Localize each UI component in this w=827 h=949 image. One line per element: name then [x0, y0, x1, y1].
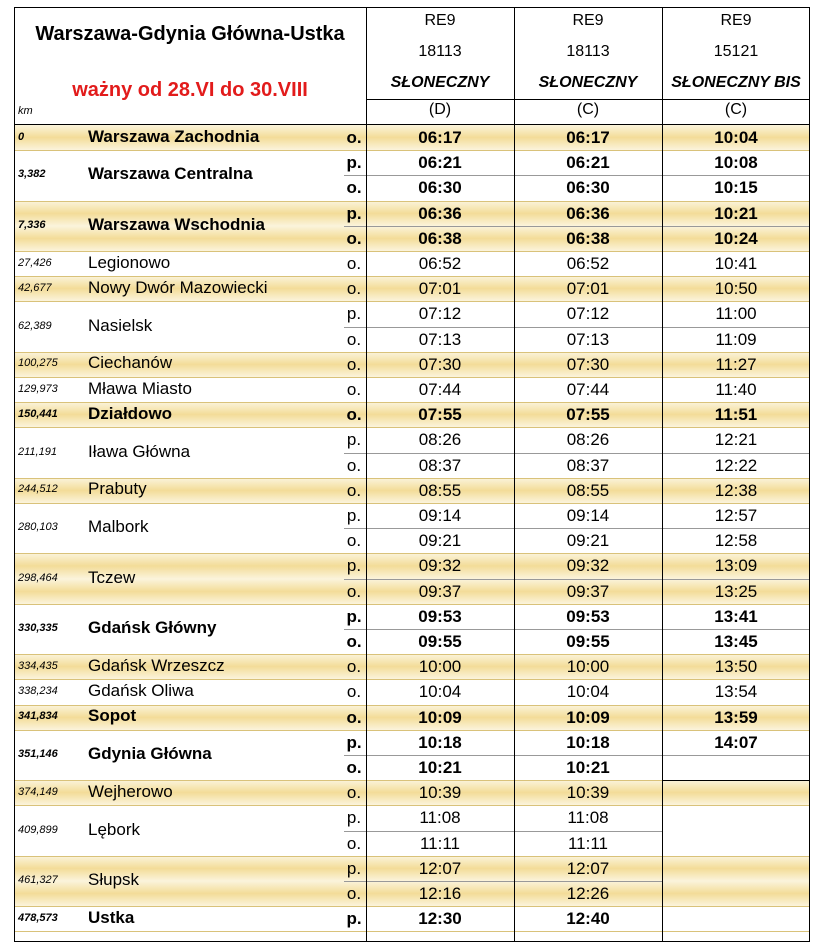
train-variant: (C)	[576, 101, 600, 118]
station-name: Lębork	[88, 819, 140, 839]
stop-type: o.	[346, 178, 362, 198]
station-name: Słupsk	[88, 870, 140, 889]
station-name: Gdańsk Wrzeszcz	[88, 655, 225, 675]
train-number: 15121	[713, 43, 759, 60]
station-km: 338,234	[18, 685, 58, 697]
departure-time: 07:01	[418, 279, 462, 299]
departure-time: 07:30	[566, 354, 610, 374]
station-name: Mława Miasto	[88, 378, 192, 398]
departure-time: 12:07	[418, 858, 462, 878]
departure-time: 13:45	[714, 632, 758, 651]
departure-time: 13:25	[714, 581, 758, 601]
station-name: Legionowo	[88, 252, 171, 272]
train-number: 18113	[566, 43, 610, 60]
station-km: 244,512	[18, 483, 58, 496]
station-name: Malbork	[88, 517, 149, 537]
departure-time: 07:13	[566, 329, 610, 349]
departure-time: 11:08	[567, 808, 609, 828]
stop-type: o.	[346, 329, 362, 349]
departure-time: 09:21	[418, 531, 462, 551]
stop-type: p.	[346, 556, 362, 576]
stop-type: o.	[346, 128, 362, 147]
table-frame	[14, 7, 810, 942]
departure-time: 06:38	[418, 228, 462, 248]
departure-time: 07:55	[418, 405, 462, 425]
stop-type: p.	[346, 203, 362, 223]
departure-time: 06:52	[418, 254, 462, 273]
departure-time: 10:21	[418, 758, 462, 777]
departure-time: 09:32	[566, 556, 610, 576]
departure-time: 12:16	[418, 884, 462, 903]
station-km: 374,149	[18, 785, 58, 798]
train-name: SŁONECZNY	[390, 74, 490, 91]
departure-time: 12:07	[566, 858, 610, 878]
departure-time: 10:09	[566, 707, 610, 727]
stop-type: o.	[346, 682, 362, 702]
stop-type: p.	[346, 808, 362, 828]
departure-time: 09:53	[566, 606, 610, 626]
departure-time: 13:09	[714, 556, 758, 576]
station-km: 3,382	[18, 168, 46, 181]
departure-time: 08:55	[566, 480, 610, 500]
stop-type: p.	[346, 304, 362, 324]
departure-time: 13:41	[714, 606, 758, 626]
station-km: 334,435	[18, 659, 58, 672]
departure-time: 10:21	[714, 203, 758, 223]
validity-note: ważny od 28.VI do 30.VIII	[72, 79, 308, 101]
departure-time: 11:09	[715, 329, 757, 349]
departure-time: 06:21	[418, 153, 462, 173]
departure-time: 06:38	[566, 228, 610, 248]
departure-time: 06:36	[566, 203, 610, 223]
departure-time: 07:30	[418, 354, 462, 374]
departure-time: 11:08	[419, 808, 461, 828]
station-km: 330,335	[18, 622, 58, 634]
departure-time: 07:01	[566, 279, 610, 299]
station-name: Nasielsk	[88, 315, 153, 335]
departure-time: 06:52	[566, 254, 610, 273]
departure-time: 13:59	[714, 707, 758, 727]
stop-type: o.	[346, 707, 362, 727]
departure-time: 14:07	[714, 732, 758, 752]
departure-time: 11:11	[567, 833, 609, 853]
train-variant: (D)	[428, 101, 452, 118]
stop-type: o.	[346, 279, 362, 299]
departure-time: 08:37	[566, 455, 610, 475]
departure-time: 10:09	[418, 707, 462, 727]
station-name: Sopot	[88, 706, 137, 726]
train-number: 18113	[418, 43, 462, 60]
departure-time: 06:17	[418, 128, 462, 147]
station-name: Gdynia Główna	[88, 744, 212, 763]
station-km: 280,103	[18, 521, 58, 534]
station-name: Tczew	[88, 567, 136, 587]
departure-time: 12:58	[714, 531, 758, 551]
station-name: Nowy Dwór Mazowiecki	[88, 277, 268, 297]
station-km: 341,834	[18, 710, 58, 723]
station-km: 62,389	[18, 319, 52, 332]
departure-time: 11:11	[419, 833, 461, 853]
stop-type: p.	[346, 506, 362, 525]
departure-time: 12:21	[714, 430, 758, 450]
station-name: Gdańsk Oliwa	[88, 681, 194, 700]
stop-type: o.	[346, 354, 362, 374]
departure-time: 07:55	[566, 405, 610, 425]
stop-type: o.	[346, 405, 362, 425]
stop-type: p.	[346, 909, 362, 929]
departure-time: 08:26	[566, 430, 610, 450]
station-km: 298,464	[18, 571, 58, 584]
departure-time: 11:40	[715, 380, 757, 399]
departure-time: 09:32	[418, 556, 462, 576]
departure-time: 10:41	[714, 254, 758, 273]
station-km: 0	[18, 130, 25, 143]
train-name: SŁONECZNY BIS	[671, 74, 801, 91]
stop-type: o.	[346, 228, 362, 248]
station-name: Iława Główna	[88, 441, 191, 461]
departure-time: 12:40	[566, 909, 610, 929]
departure-time: 13:54	[714, 682, 758, 702]
station-km: 211,191	[18, 445, 57, 458]
departure-time: 10:04	[714, 128, 758, 147]
stop-type: o.	[346, 480, 362, 500]
departure-time: 07:44	[418, 380, 462, 399]
departure-time: 11:27	[715, 354, 757, 374]
stop-type: o.	[346, 758, 362, 777]
station-km: 478,573	[18, 911, 58, 924]
departure-time: 12:22	[714, 455, 758, 475]
departure-time: 10:39	[418, 783, 462, 803]
station-km: 150,441	[18, 407, 58, 420]
stop-type: o.	[346, 884, 362, 903]
departure-time: 09:53	[418, 606, 462, 626]
departure-time: 12:30	[418, 909, 462, 929]
stop-type: p.	[346, 153, 362, 173]
timetable	[14, 7, 810, 942]
departure-time: 11:51	[714, 405, 758, 425]
departure-time: 06:36	[418, 203, 462, 223]
departure-time: 06:17	[566, 128, 610, 147]
stop-type: o.	[346, 254, 362, 273]
km-label: km	[18, 105, 33, 117]
departure-time: 09:14	[566, 506, 610, 525]
station-km: 7,336	[18, 218, 46, 231]
station-km: 27,426	[18, 256, 52, 269]
departure-time: 10:04	[566, 682, 610, 702]
station-km: 129,973	[18, 382, 58, 395]
stop-type: o.	[346, 833, 362, 853]
departure-time: 09:21	[566, 531, 610, 551]
station-name: Ciechanów	[88, 353, 173, 373]
stop-type: p.	[346, 732, 362, 752]
station-name: Działdowo	[88, 403, 173, 423]
departure-time: 10:18	[566, 732, 610, 752]
departure-time: 09:55	[418, 632, 462, 651]
departure-time: 13:50	[714, 657, 758, 677]
departure-time: 07:44	[566, 380, 610, 399]
stop-type: o.	[346, 632, 362, 651]
station-name: Prabuty	[88, 479, 147, 499]
train-category: RE9	[572, 12, 604, 29]
station-name: Wejherowo	[88, 781, 173, 801]
departure-time: 10:04	[418, 682, 462, 702]
departure-time: 12:57	[714, 506, 758, 525]
station-name: Ustka	[88, 907, 135, 927]
train-variant: (C)	[724, 101, 748, 118]
departure-time: 10:08	[714, 153, 758, 173]
stop-type: o.	[346, 657, 362, 677]
departure-time: 10:39	[566, 783, 610, 803]
station-name: Warszawa Centralna	[88, 164, 253, 184]
stop-type: p.	[346, 430, 362, 450]
departure-time: 10:18	[418, 732, 462, 752]
departure-time: 06:30	[418, 178, 462, 198]
departure-time: 07:12	[566, 304, 610, 324]
departure-time: 12:38	[714, 480, 758, 500]
station-km: 351,146	[18, 748, 58, 760]
station-name: Warszawa Zachodnia	[88, 126, 260, 146]
stop-type: o.	[346, 380, 362, 399]
stop-type: o.	[346, 783, 362, 803]
departure-time: 11:00	[715, 304, 757, 324]
departure-time: 09:55	[566, 632, 610, 651]
station-km: 42,677	[18, 281, 52, 294]
stop-type: o.	[346, 455, 362, 475]
station-km: 461,327	[18, 874, 58, 886]
departure-time: 08:55	[418, 480, 462, 500]
departure-time: 07:13	[418, 329, 462, 349]
departure-time: 12:26	[566, 884, 610, 903]
train-category: RE9	[424, 12, 456, 29]
departure-time: 10:00	[418, 657, 462, 677]
station-km: 100,275	[18, 357, 58, 370]
departure-time: 07:12	[418, 304, 462, 324]
departure-time: 10:24	[714, 228, 758, 248]
stop-type: o.	[346, 531, 362, 551]
departure-time: 09:37	[566, 581, 610, 601]
departure-time: 10:00	[566, 657, 610, 677]
departure-time: 06:30	[566, 178, 610, 198]
stop-type: p.	[346, 858, 362, 878]
departure-time: 09:14	[418, 506, 462, 525]
departure-time: 06:21	[566, 153, 610, 173]
stop-type: p.	[346, 606, 362, 626]
route-title: Warszawa-Gdynia Główna-Ustka	[35, 23, 345, 45]
departure-time: 10:21	[566, 758, 610, 777]
departure-time: 08:37	[418, 455, 462, 475]
departure-time: 08:26	[418, 430, 462, 450]
train-category: RE9	[720, 12, 752, 29]
stop-type: o.	[346, 581, 362, 601]
train-name: SŁONECZNY	[538, 74, 638, 91]
departure-time: 10:50	[714, 279, 758, 299]
station-name: Warszawa Wschodnia	[88, 214, 265, 234]
departure-time: 10:15	[714, 178, 758, 198]
station-km: 409,899	[18, 823, 58, 836]
station-name: Gdańsk Główny	[88, 618, 217, 637]
departure-time: 09:37	[418, 581, 462, 601]
